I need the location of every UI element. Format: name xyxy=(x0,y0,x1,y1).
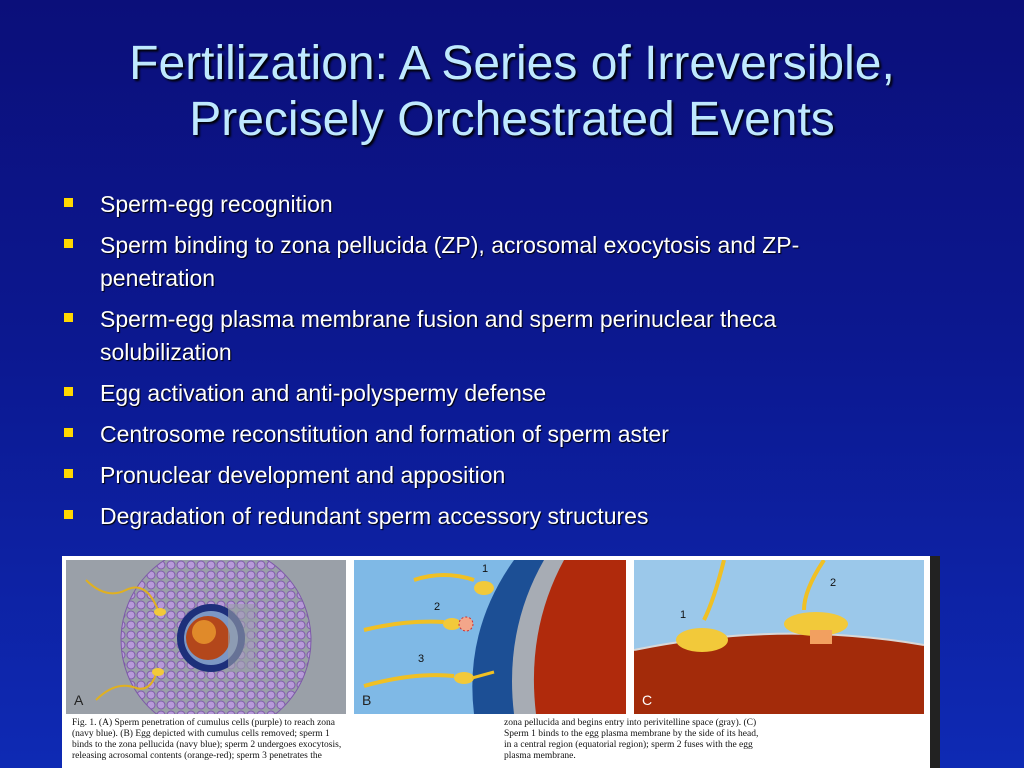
square-bullet-icon xyxy=(64,469,73,478)
bullet-item: Sperm-egg plasma membrane fusion and sperm perinuclear theca solubilization xyxy=(62,303,982,369)
panel-b-number-1: 1 xyxy=(482,563,489,575)
bullet-list xyxy=(62,188,982,541)
panel-label-a: A xyxy=(74,692,84,708)
slide-title xyxy=(0,36,1024,148)
square-bullet-icon xyxy=(64,313,73,322)
bullet-item: Centrosome reconstitution and formation of sperm aster xyxy=(62,418,982,451)
square-bullet-icon xyxy=(64,510,73,519)
panel-b-number-2: 2 xyxy=(434,601,441,613)
figure-panel-a xyxy=(66,560,346,714)
figure-panel-c xyxy=(634,560,924,714)
bullet-item: Egg activation and anti-polyspermy defense xyxy=(62,377,982,410)
figure-panel-b xyxy=(354,560,626,714)
square-bullet-icon xyxy=(64,428,73,437)
bullet-item: Pronuclear development and apposition xyxy=(62,459,982,492)
zona-binding-illustration xyxy=(354,560,626,714)
square-bullet-icon xyxy=(64,239,73,248)
panel-label-b: B xyxy=(362,692,372,708)
bullet-item: Sperm-egg recognition xyxy=(62,188,982,221)
bullet-item: Degradation of redundant sperm accessory structures xyxy=(62,500,982,533)
square-bullet-icon xyxy=(64,387,73,396)
membrane-fusion-illustration xyxy=(634,560,924,714)
panel-label-c: C xyxy=(642,692,653,708)
figure-caption-right: zona pellucida and begins entry into perivitelline space (gray). (C) Sperm 1 binds to the egg plasma membrane by the side of its head, in a central region (equatorial region); sperm 2 fuses with the egg plasma membrane. xyxy=(504,718,759,761)
title-line-2: Precisely Orchestrated Events xyxy=(189,93,835,146)
title-line-1: Fertilization: A Series of Irreversible, xyxy=(129,37,895,90)
panel-c-number-1: 1 xyxy=(680,609,687,621)
figure-caption-left: Fig. 1. (A) Sperm penetration of cumulus cells (purple) to reach zona (navy blue). (B) Egg depicted with cumulus cells removed; sperm 1 binds to the zona pellucida (navy blue); sperm 2 undergoes exocytosis, releasing acrosomal contents (orange-red); sperm 3 penetrates the xyxy=(72,718,342,761)
fertilization-figure xyxy=(62,556,940,768)
panel-b-number-3: 3 xyxy=(418,653,425,665)
bullet-item: Sperm binding to zona pellucida (ZP), acrosomal exocytosis and ZP- penetration xyxy=(62,229,982,295)
square-bullet-icon xyxy=(64,198,73,207)
panel-c-number-2: 2 xyxy=(830,577,837,589)
cumulus-egg-illustration xyxy=(66,560,346,714)
